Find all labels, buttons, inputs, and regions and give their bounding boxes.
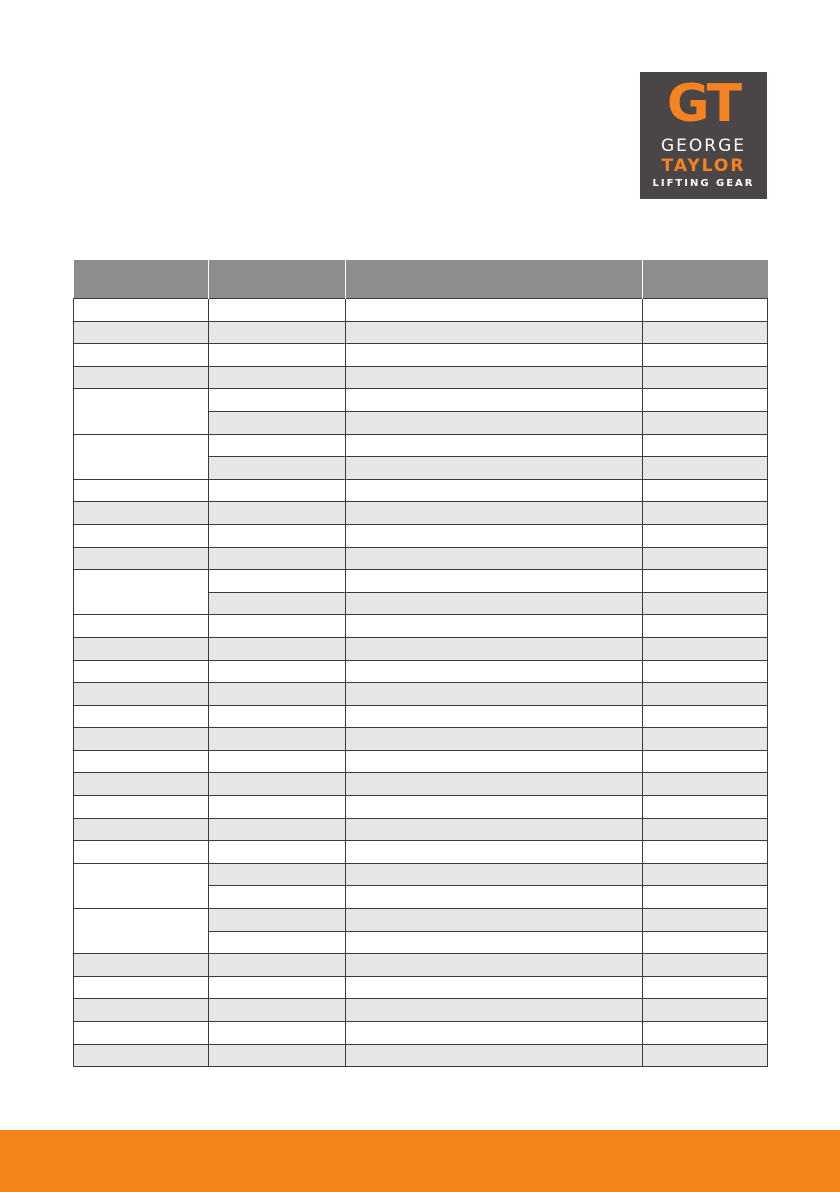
logo-line-taylor: TAYLOR	[661, 156, 746, 176]
table-cell	[209, 389, 346, 412]
table-cell	[643, 411, 768, 434]
table-cell	[74, 321, 209, 344]
table-cell	[346, 366, 643, 389]
table-cell	[643, 570, 768, 593]
table-row	[74, 773, 768, 796]
table-cell	[346, 660, 643, 683]
table-cell	[74, 818, 209, 841]
table-cell	[643, 728, 768, 751]
table-row	[74, 750, 768, 773]
table-cell	[643, 705, 768, 728]
table-cell	[643, 841, 768, 864]
table-row	[74, 1022, 768, 1045]
table-row	[74, 863, 768, 886]
table-cell	[209, 954, 346, 977]
table-cell	[209, 411, 346, 434]
table-cell	[643, 479, 768, 502]
table-cell	[74, 841, 209, 864]
table-cell	[643, 683, 768, 706]
table-cell	[74, 502, 209, 525]
table-row	[74, 389, 768, 412]
table-cell	[346, 344, 643, 367]
table-cell	[346, 637, 643, 660]
table-row	[74, 909, 768, 932]
table-cell	[209, 592, 346, 615]
table-cell	[643, 615, 768, 638]
table-cell	[74, 976, 209, 999]
table-row	[74, 299, 768, 322]
data-table	[73, 260, 768, 1067]
table-cell	[209, 886, 346, 909]
table-cell	[643, 457, 768, 480]
table-cell	[346, 1044, 643, 1067]
table-cell	[346, 411, 643, 434]
table-header-row	[74, 260, 768, 299]
table-cell	[74, 524, 209, 547]
table-cell	[346, 931, 643, 954]
table-cell	[74, 954, 209, 977]
table-cell	[74, 637, 209, 660]
table-cell	[643, 954, 768, 977]
table-cell	[74, 999, 209, 1022]
table-cell	[346, 954, 643, 977]
table-cell	[209, 570, 346, 593]
table-row	[74, 728, 768, 751]
table-cell	[209, 773, 346, 796]
table-row	[74, 683, 768, 706]
table-cell	[74, 683, 209, 706]
table-row	[74, 637, 768, 660]
table-cell	[346, 750, 643, 773]
table-cell	[209, 524, 346, 547]
table-row	[74, 818, 768, 841]
table-cell	[346, 1022, 643, 1045]
table-cell	[346, 773, 643, 796]
table-cell	[643, 637, 768, 660]
table-cell	[643, 434, 768, 457]
table-cell	[643, 931, 768, 954]
table-cell	[346, 683, 643, 706]
table-cell	[643, 1044, 768, 1067]
table-cell	[346, 547, 643, 570]
table-cell	[346, 299, 643, 322]
table-cell	[209, 502, 346, 525]
table-cell	[346, 796, 643, 819]
table-cell	[643, 660, 768, 683]
table-cell	[643, 999, 768, 1022]
table-row	[74, 321, 768, 344]
table-cell	[643, 502, 768, 525]
logo-line-lifting-gear: LIFTING GEAR	[652, 178, 755, 189]
company-logo	[640, 72, 767, 199]
table-row	[74, 841, 768, 864]
table-cell	[209, 547, 346, 570]
table-cell	[346, 976, 643, 999]
table-row	[74, 1044, 768, 1067]
table-header-cell	[643, 260, 768, 299]
table-cell	[346, 728, 643, 751]
table-cell	[643, 1022, 768, 1045]
table-cell	[74, 366, 209, 389]
table-cell	[209, 1044, 346, 1067]
table-row	[74, 502, 768, 525]
table-cell	[346, 705, 643, 728]
logo-monogram: GT	[666, 74, 741, 134]
table-cell	[74, 570, 209, 615]
table-cell	[346, 615, 643, 638]
table-cell	[643, 976, 768, 999]
table-cell	[74, 705, 209, 728]
table-cell	[643, 750, 768, 773]
table-cell	[74, 796, 209, 819]
table-row	[74, 366, 768, 389]
table-cell	[346, 570, 643, 593]
table-cell	[74, 750, 209, 773]
table-cell	[209, 818, 346, 841]
table-cell	[209, 299, 346, 322]
table-cell	[74, 547, 209, 570]
table-cell	[643, 773, 768, 796]
footer-bar	[0, 1130, 840, 1192]
table-cell	[209, 976, 346, 999]
table-cell	[209, 615, 346, 638]
table-cell	[209, 705, 346, 728]
table-cell	[209, 909, 346, 932]
table-cell	[209, 434, 346, 457]
table-cell	[643, 321, 768, 344]
table-row	[74, 999, 768, 1022]
table-cell	[209, 728, 346, 751]
table-row	[74, 547, 768, 570]
table-cell	[74, 863, 209, 908]
table-cell	[346, 389, 643, 412]
table-cell	[346, 434, 643, 457]
table-cell	[74, 773, 209, 796]
table-cell	[346, 999, 643, 1022]
table-cell	[643, 524, 768, 547]
table-header-cell	[74, 260, 209, 299]
table-cell	[74, 1044, 209, 1067]
table-row	[74, 976, 768, 999]
table-cell	[209, 366, 346, 389]
table-cell	[209, 660, 346, 683]
table-row	[74, 524, 768, 547]
table-cell	[643, 592, 768, 615]
table-row	[74, 615, 768, 638]
table-row	[74, 344, 768, 367]
table-cell	[643, 547, 768, 570]
table-cell	[209, 344, 346, 367]
table-body	[74, 299, 768, 1067]
table-cell	[74, 615, 209, 638]
table-cell	[643, 886, 768, 909]
table-cell	[74, 1022, 209, 1045]
table-cell	[643, 796, 768, 819]
table-cell	[346, 863, 643, 886]
table-cell	[74, 389, 209, 434]
table-cell	[643, 389, 768, 412]
table-cell	[74, 728, 209, 751]
table-cell	[346, 524, 643, 547]
table-cell	[74, 909, 209, 954]
table-cell	[209, 321, 346, 344]
table-cell	[643, 909, 768, 932]
table-row	[74, 705, 768, 728]
table-cell	[209, 841, 346, 864]
table-cell	[209, 750, 346, 773]
table-cell	[209, 457, 346, 480]
table-cell	[346, 886, 643, 909]
table-row	[74, 660, 768, 683]
table-cell	[74, 434, 209, 479]
table-cell	[346, 818, 643, 841]
table-cell	[643, 366, 768, 389]
table-cell	[346, 502, 643, 525]
table-cell	[209, 796, 346, 819]
table-cell	[346, 592, 643, 615]
table-cell	[346, 841, 643, 864]
table-cell	[209, 931, 346, 954]
table-cell	[346, 909, 643, 932]
table-cell	[209, 637, 346, 660]
table-cell	[74, 660, 209, 683]
table-row	[74, 570, 768, 593]
table-cell	[209, 683, 346, 706]
table-cell	[346, 321, 643, 344]
logo-line-george: GEORGE	[660, 136, 747, 156]
table-cell	[643, 818, 768, 841]
table-cell	[209, 1022, 346, 1045]
table-cell	[643, 299, 768, 322]
table-cell	[346, 479, 643, 502]
table-header-cell	[209, 260, 346, 299]
table-header-cell	[346, 260, 643, 299]
table-row	[74, 796, 768, 819]
table-row	[74, 434, 768, 457]
table-cell	[209, 479, 346, 502]
table-cell	[74, 344, 209, 367]
table-row	[74, 954, 768, 977]
table-cell	[346, 457, 643, 480]
table-cell	[643, 863, 768, 886]
table-cell	[74, 479, 209, 502]
table-row	[74, 479, 768, 502]
table-cell	[209, 999, 346, 1022]
table-cell	[209, 863, 346, 886]
table-cell	[643, 344, 768, 367]
table-cell	[74, 299, 209, 322]
